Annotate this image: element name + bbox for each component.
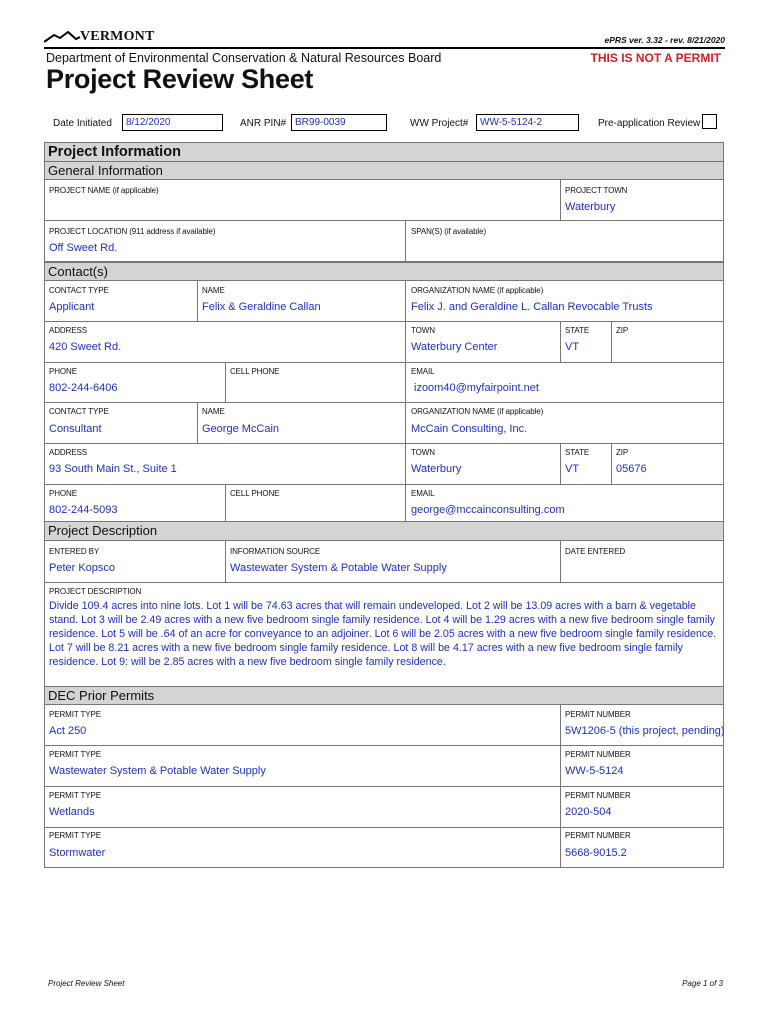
state-label: STATE: [565, 326, 590, 335]
project-description-heading: Project Description: [44, 522, 724, 541]
organization-label: ORGANIZATION NAME (if applicable): [411, 407, 544, 416]
town-label: TOWN: [411, 326, 435, 335]
page-title: Project Review Sheet: [46, 64, 314, 94]
permit-type-field[interactable]: Stormwater: [49, 847, 106, 859]
cell-phone-label: CELL PHONE: [230, 489, 280, 498]
entered-by-label: ENTERED BY: [49, 547, 100, 556]
phone-field[interactable]: 802-244-5093: [49, 504, 118, 516]
divider: [44, 484, 724, 485]
footer-page-number: Page 1 of 3: [682, 979, 723, 988]
address-label: ADDRESS: [49, 326, 87, 335]
town-field[interactable]: Waterbury Center: [411, 341, 498, 353]
organization-label: ORGANIZATION NAME (if applicable): [411, 286, 544, 295]
organization-field[interactable]: McCain Consulting, Inc.: [411, 423, 528, 435]
divider: [405, 402, 406, 522]
header-rule: [44, 47, 725, 49]
divider: [44, 321, 724, 322]
dec-prior-permits-heading: DEC Prior Permits: [44, 686, 724, 705]
divider: [44, 827, 724, 828]
permit-type-field[interactable]: Wastewater System & Potable Water Supply: [49, 765, 266, 777]
permit-type-label: PERMIT TYPE: [49, 710, 101, 719]
project-location-field[interactable]: Off Sweet Rd.: [49, 242, 118, 254]
department-name: Department of Environmental Conservation & Natural Resources Board: [46, 51, 442, 65]
info-source-label: INFORMATION SOURCE: [230, 547, 321, 556]
divider: [560, 541, 561, 582]
divider: [225, 484, 226, 522]
permit-number-label: PERMIT NUMBER: [565, 710, 631, 719]
state-label: STATE: [565, 448, 590, 457]
date-initiated-field[interactable]: 8/12/2020: [122, 114, 223, 131]
contacts-heading: Contact(s): [44, 262, 724, 281]
project-information-heading: Project Information: [44, 142, 724, 162]
divider: [44, 362, 724, 363]
address-field[interactable]: 420 Sweet Rd.: [49, 341, 122, 353]
preapp-review-label: Pre-application Review: [598, 118, 701, 129]
divider: [44, 220, 724, 221]
phone-field[interactable]: 802-244-6406: [49, 382, 118, 394]
divider: [44, 745, 724, 746]
town-label: TOWN: [411, 448, 435, 457]
divider: [611, 321, 612, 362]
email-label: EMAIL: [411, 489, 435, 498]
permit-number-label: PERMIT NUMBER: [565, 831, 631, 840]
divider: [44, 786, 724, 787]
preapp-review-checkbox[interactable]: [702, 114, 717, 129]
divider: [225, 541, 226, 582]
divider: [611, 443, 612, 484]
permit-type-field[interactable]: Act 250: [49, 725, 87, 737]
permit-number-field[interactable]: 5668-9015.2: [565, 847, 627, 859]
zip-field[interactable]: 05676: [616, 463, 647, 475]
address-field[interactable]: 93 South Main St., Suite 1: [49, 463, 177, 475]
date-initiated-label: Date Initiated: [53, 118, 112, 129]
contact-type-label: CONTACT TYPE: [49, 407, 109, 416]
permit-number-field[interactable]: 2020-504: [565, 806, 612, 818]
permit-type-label: PERMIT TYPE: [49, 831, 101, 840]
contact-name-field[interactable]: Felix & Geraldine Callan: [202, 301, 321, 313]
anr-pin-field[interactable]: BR99-0039: [291, 114, 387, 131]
email-label: EMAIL: [411, 367, 435, 376]
organization-field[interactable]: Felix J. and Geraldine L. Callan Revocable Trusts: [411, 301, 653, 313]
email-field[interactable]: izoom40@myfairpoint.net: [414, 382, 539, 394]
divider: [405, 220, 406, 262]
zip-label: ZIP: [616, 326, 629, 335]
cell-phone-label: CELL PHONE: [230, 367, 280, 376]
divider: [44, 582, 724, 583]
span-label: SPAN(S) (if available): [411, 227, 487, 236]
ww-project-field[interactable]: WW-5-5124-2: [476, 114, 579, 131]
divider: [225, 362, 226, 402]
divider: [44, 443, 724, 444]
contact-type-field[interactable]: Consultant: [49, 423, 102, 435]
phone-label: PHONE: [49, 489, 77, 498]
permit-type-label: PERMIT TYPE: [49, 791, 101, 800]
anr-pin-label: ANR PIN#: [240, 118, 287, 129]
phone-label: PHONE: [49, 367, 77, 376]
divider: [560, 705, 561, 868]
address-label: ADDRESS: [49, 448, 87, 457]
divider: [560, 321, 561, 362]
divider: [560, 180, 561, 220]
date-entered-label: DATE ENTERED: [565, 547, 625, 556]
divider: [44, 402, 724, 403]
permit-number-field[interactable]: 5W1206-5 (this project, pending): [565, 725, 725, 737]
contact-name-label: NAME: [202, 286, 225, 295]
project-description-field[interactable]: Divide 109.4 acres into nine lots. Lot 1 will be 74.63 acres that will remain undeveloped. Lot 2 will be 13.09 acres with a barn & vegetable stand. Lot 3 will be 2.49 acres with a new five bedroom single family residence. Lot 4 will be 1.29 acres with a new five bedroom single family residence. Lot 5 will be .64 of an acre for conveyance to an adjoiner. Lot 6 will be 2.05 acres with a new five bedroom single family residence. Lot 7 will be 8.21 acres with a new five bedroom single family residence. Lot 8 will be 4.17 acres with a new five bedroom single family residence. Lot 9: will be 2.85 acres with a new five bedroom single family residence.: [49, 600, 717, 668]
project-town-label: PROJECT TOWN: [565, 186, 628, 195]
info-source-field[interactable]: Wastewater System & Potable Water Supply: [230, 562, 447, 574]
zip-label: ZIP: [616, 448, 629, 457]
state-field[interactable]: VT: [565, 341, 580, 353]
divider: [197, 281, 198, 321]
ww-project-label: WW Project#: [410, 118, 469, 129]
permit-number-label: PERMIT NUMBER: [565, 750, 631, 759]
vermont-logo-text: VERMONT: [80, 29, 155, 44]
divider: [405, 281, 406, 402]
email-field[interactable]: george@mccainconsulting.com: [411, 504, 565, 516]
project-name-label: PROJECT NAME (if applicable): [49, 186, 159, 195]
permit-number-label: PERMIT NUMBER: [565, 791, 631, 800]
contact-name-field[interactable]: George McCain: [202, 423, 280, 435]
permit-number-field[interactable]: WW-5-5124: [565, 765, 624, 777]
permit-type-label: PERMIT TYPE: [49, 750, 101, 759]
permit-type-field[interactable]: Wetlands: [49, 806, 95, 818]
footer-form-name: Project Review Sheet: [48, 979, 125, 988]
divider: [197, 402, 198, 443]
contact-name-label: NAME: [202, 407, 225, 416]
divider: [560, 443, 561, 484]
state-field[interactable]: VT: [565, 463, 580, 475]
contact-type-field[interactable]: Applicant: [49, 301, 95, 313]
entered-by-field[interactable]: Peter Kopsco: [49, 562, 116, 574]
project-description-label: PROJECT DESCRIPTION: [49, 587, 142, 596]
town-field[interactable]: Waterbury: [411, 463, 462, 475]
project-location-label: PROJECT LOCATION (911 address if available): [49, 227, 216, 236]
form-version: ePRS ver. 3.32 - rev. 8/21/2020: [604, 35, 725, 45]
project-town-field[interactable]: Waterbury: [565, 201, 616, 213]
contact-type-label: CONTACT TYPE: [49, 286, 109, 295]
not-permit-notice: THIS IS NOT A PERMIT: [590, 51, 721, 65]
general-information-heading: General Information: [44, 162, 724, 180]
